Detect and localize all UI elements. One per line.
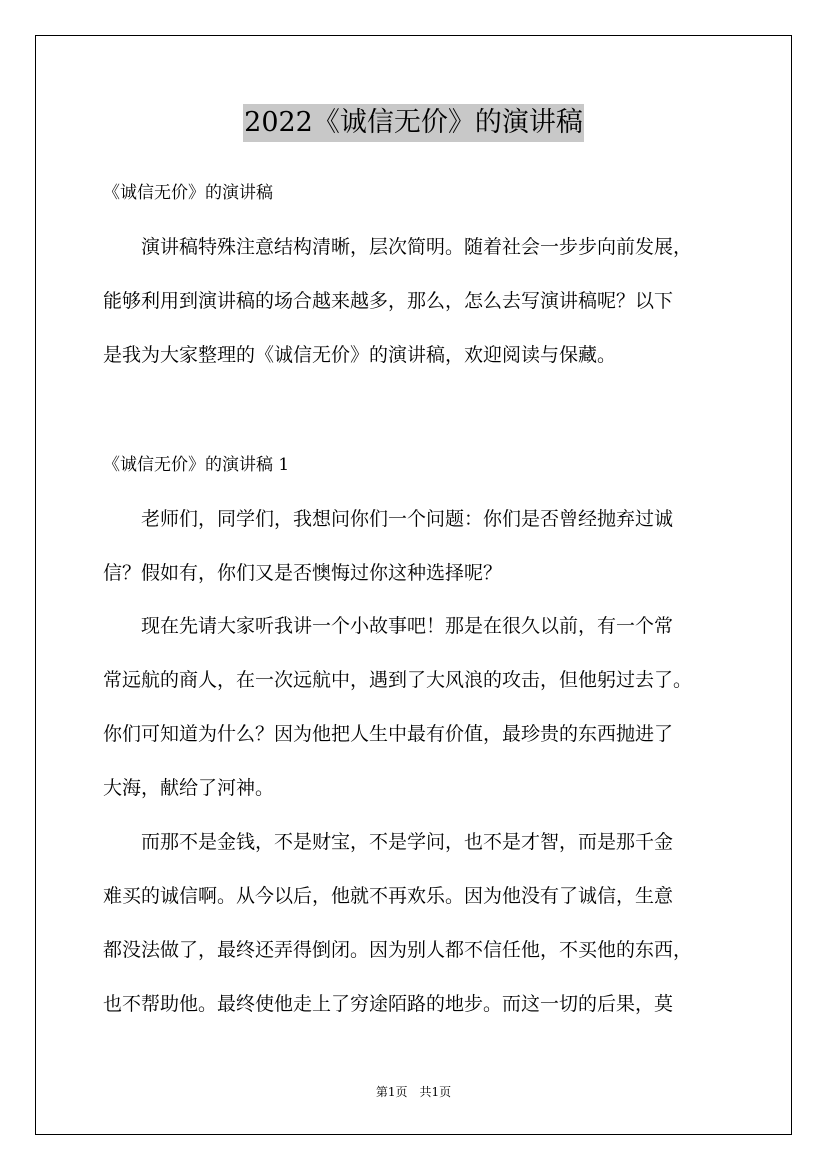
page-footer: 第1页 共1页 xyxy=(375,1085,452,1099)
paragraph-1-line-2: 信？假如有，你们又是否懊悔过你这种选择呢？ xyxy=(103,562,503,584)
document-title: 2022《诚信无价》的演讲稿 xyxy=(243,104,584,142)
intro-paragraph xyxy=(103,220,743,382)
paragraph-1-line-1: 老师们，同学们，我想问你们一个问题：你们是否曾经抛弃过诚 xyxy=(141,508,674,530)
paragraph-1 xyxy=(103,492,743,600)
subheading-main: 《诚信无价》的演讲稿 xyxy=(103,183,273,203)
paragraph-3 xyxy=(103,815,743,1031)
subheading-speech-1: 《诚信无价》的演讲稿 1 xyxy=(103,455,290,475)
paragraph-3-line-3: 都没法做了，最终还弄得倒闭。因为别人都不信任他，不买他的东西， xyxy=(103,939,693,961)
paragraph-3-line-4: 也不帮助他。最终使他走上了穷途陌路的地步。而这一切的后果，莫 xyxy=(103,993,674,1015)
paragraph-2-line-2: 常远航的商人，在一次远航中，遇到了大风浪的攻击，但他躬过去了。 xyxy=(103,669,693,691)
paragraph-3-line-1: 而那不是金钱，不是财宝，不是学问，也不是才智，而是那千金 xyxy=(141,831,674,853)
paragraph-3-line-2: 难买的诚信啊。从今以后，他就不再欢乐。因为他没有了诚信，生意 xyxy=(103,885,674,907)
paragraph-2-line-4: 大海，献给了河神。 xyxy=(103,777,275,799)
intro-line-3: 是我为大家整理的《诚信无价》的演讲稿，欢迎阅读与保藏。 xyxy=(103,344,617,366)
paragraph-2-line-3: 你们可知道为什么？因为他把人生中最有价值，最珍贵的东西抛进了 xyxy=(103,723,674,745)
title-container xyxy=(0,104,827,142)
paragraph-2-line-1: 现在先请大家听我讲一个小故事吧！那是在很久以前，有一个常 xyxy=(141,615,674,637)
intro-line-1: 演讲稿特殊注意结构清晰，层次简明。随着社会一步步向前发展， xyxy=(141,236,693,258)
intro-line-2: 能够利用到演讲稿的场合越来越多，那么，怎么去写演讲稿呢？以下 xyxy=(103,290,674,312)
paragraph-2 xyxy=(103,599,743,815)
